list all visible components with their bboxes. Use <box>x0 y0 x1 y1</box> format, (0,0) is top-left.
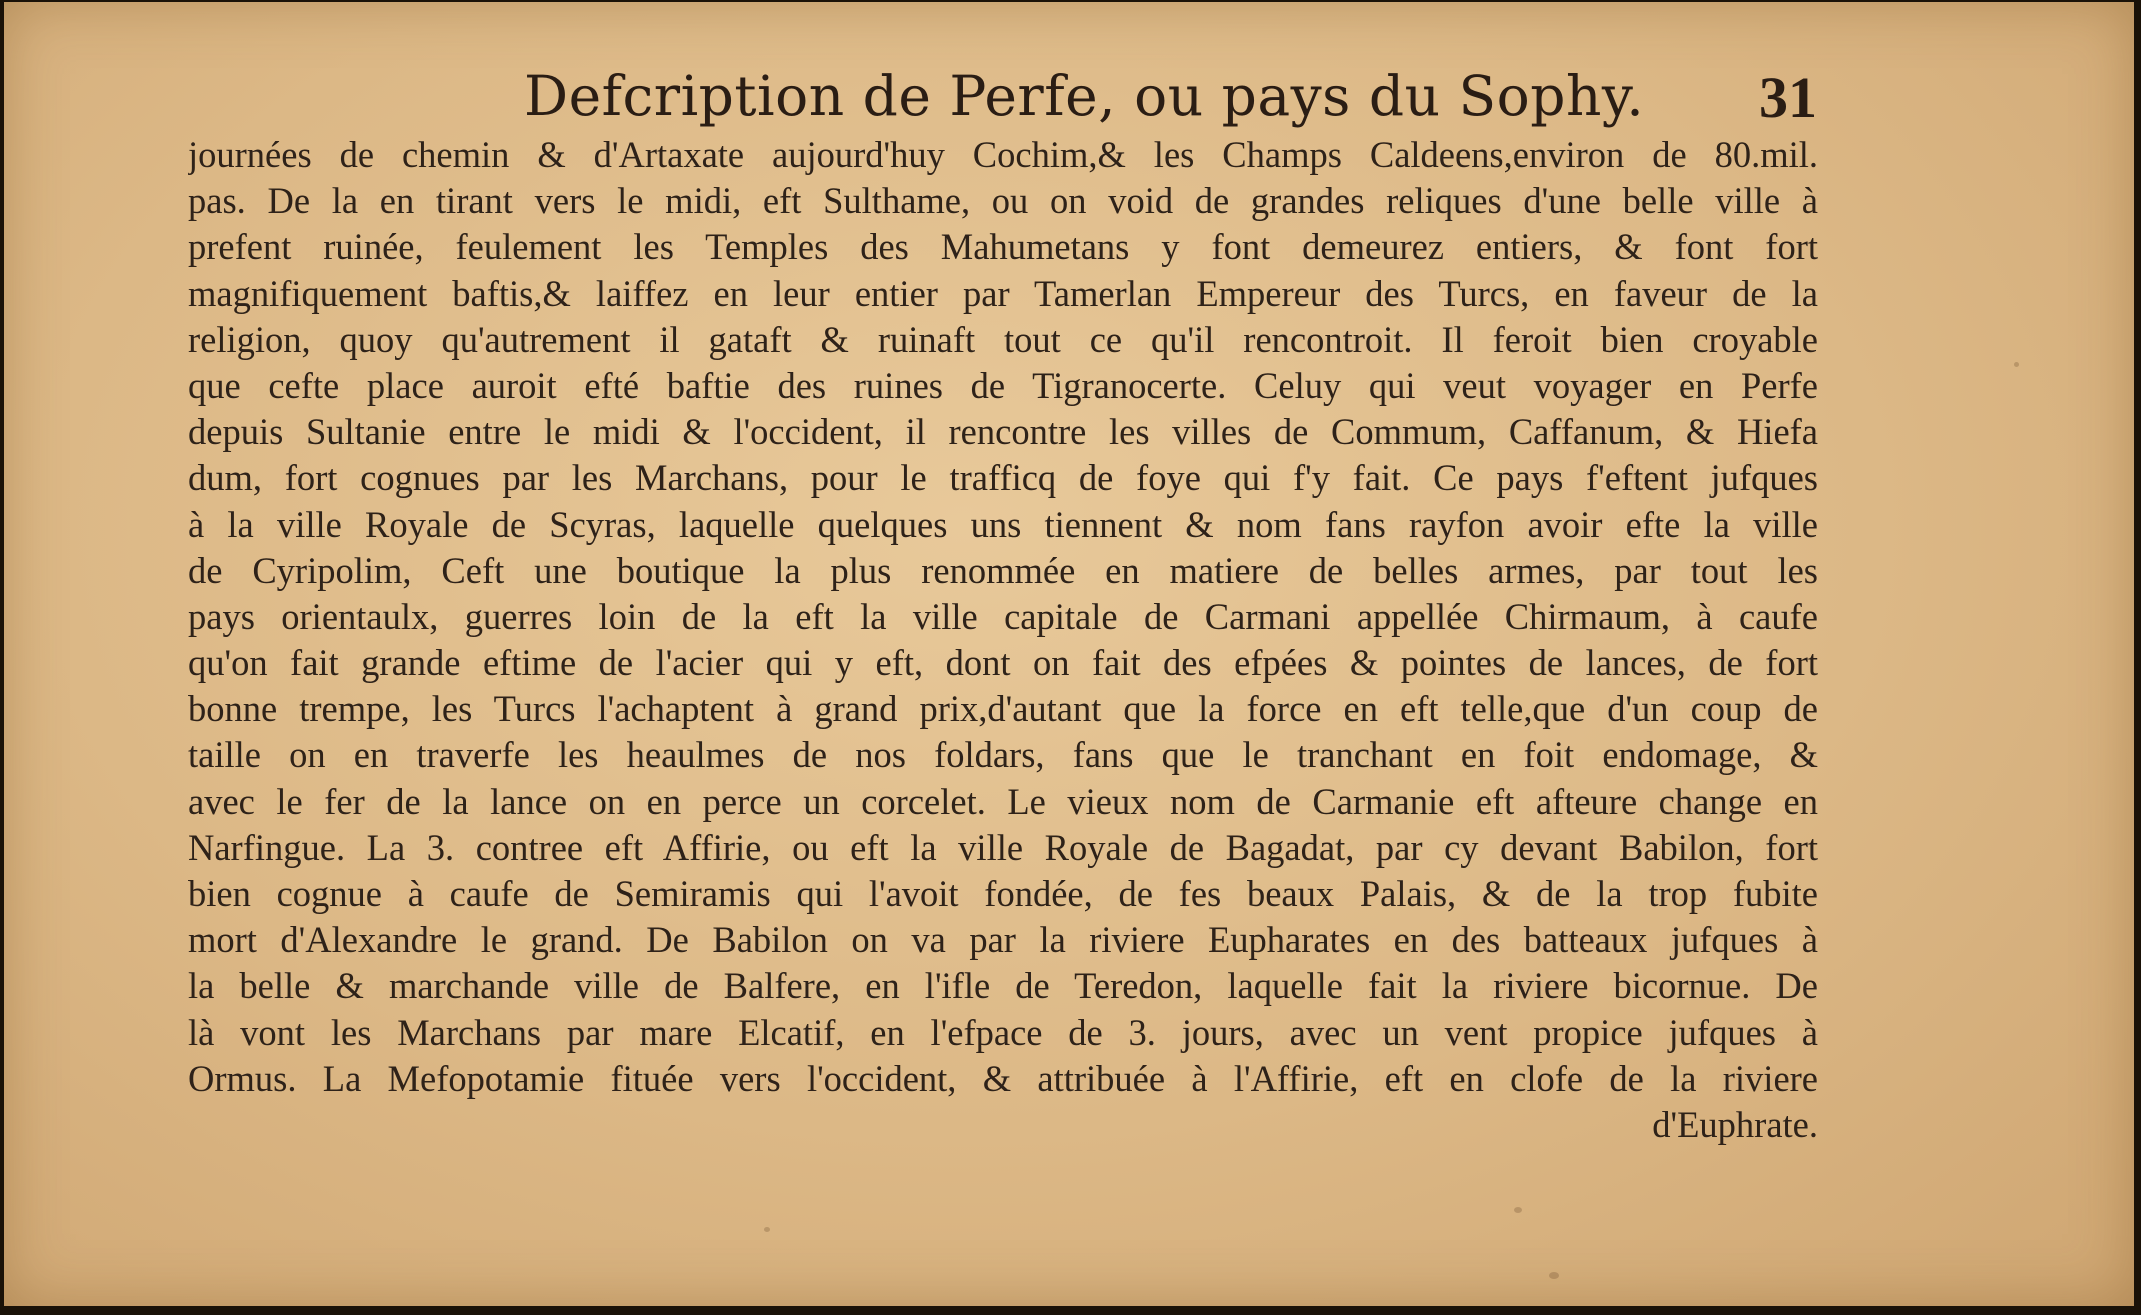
text-line: avec le fer de la lance on en perce un corcelet. Le vieux nom de Carmanie eft afteure change en <box>188 780 1818 822</box>
book-page <box>4 2 2134 1306</box>
text-line: depuis Sultanie entre le midi & l'occident, il rencontre les villes de Commum, Caffanum, & Hiefa <box>188 411 1818 453</box>
text-line: mort d'Alexandre le grand. De Babilon on va par la riviere Eupharates en des batteaux jufques à <box>188 919 1818 961</box>
text-line: Ormus. La Mefopotamie fituée vers l'occident, & attribuée à l'Affirie, eft en clofe de la riviere <box>188 1057 1818 1099</box>
text-line: qu'on fait grande eftime de l'acier qui y eft, dont on fait des efpées & pointes de lances, de fort <box>188 642 1818 684</box>
page-number: 31 <box>1759 65 1817 130</box>
text-line: dum, fort cognues par les Marchans, pour le trafficq de foye qui f'y fait. Ce pays f'eftent jufques <box>188 457 1818 499</box>
foxing-spot <box>764 1227 770 1232</box>
text-line: pas. De la en tirant vers le midi, eft Sulthame, ou on void de grandes reliques d'une belle ville à <box>188 180 1818 222</box>
text-line: de Cyripolim, Ceft une boutique la plus renommée en matiere de belles armes, par tout les <box>188 549 1818 591</box>
text-line: magnifiquement baftis,& laiffez en leur entier par Tamerlan Empereur des Turcs, en faveur de la <box>188 272 1818 314</box>
text-line: taille on en traverfe les heaulmes de nos foldars, fans que le tranchant en foit endomage, & <box>188 734 1818 776</box>
body-text <box>188 132 1818 1148</box>
text-line: à la ville Royale de Scyras, laquelle quelques uns tiennent & nom fans rayfon avoir efte la ville <box>188 503 1818 545</box>
text-line: journées de chemin & d'Artaxate aujourd'huy Cochim,& les Champs Caldeens,environ de 80.mil. <box>188 134 1818 175</box>
running-head: Defcription de Perfe, ou pays du Sophy. <box>524 64 1645 128</box>
foxing-spot <box>2014 362 2019 367</box>
text-line: Narfingue. La 3. contree eft Affirie, ou eft la ville Royale de Bagadat, par cy devant Babilon, fort <box>188 826 1818 868</box>
text-line: bonne trempe, les Turcs l'achaptent à grand prix,d'autant que la force en eft telle,que d'un coup de <box>188 688 1818 730</box>
text-line: là vont les Marchans par mare Elcatif, en l'efpace de 3. jours, avec un vent propice jufques à <box>188 1011 1818 1053</box>
text-line: prefent ruinée, feulement les Temples des Mahumetans y font demeurez entiers, & font fort <box>188 226 1818 268</box>
text-line: que cefte place auroit efté baftie des ruines de Tigranocerte. Celuy qui veut voyager en Perfe <box>188 364 1818 406</box>
foxing-spot <box>1514 1207 1522 1213</box>
text-line: religion, quoy qu'autrement il gataft & ruinaft tout ce qu'il rencontroit. Il feroit bien croyable <box>188 318 1818 360</box>
text-line: pays orientaulx, guerres loin de la eft la ville capitale de Carmani appellée Chirmaum, à caufe <box>188 595 1818 637</box>
foxing-spot <box>1549 1272 1559 1279</box>
catchword: d'Euphrate. <box>1652 1103 1818 1145</box>
text-line: bien cognue à caufe de Semiramis qui l'avoit fondée, de fes beaux Palais, & de la trop fubite <box>188 873 1818 914</box>
text-line: la belle & marchande ville de Balfere, en l'ifle de Teredon, laquelle fait la riviere bicornue. De <box>188 965 1818 1007</box>
